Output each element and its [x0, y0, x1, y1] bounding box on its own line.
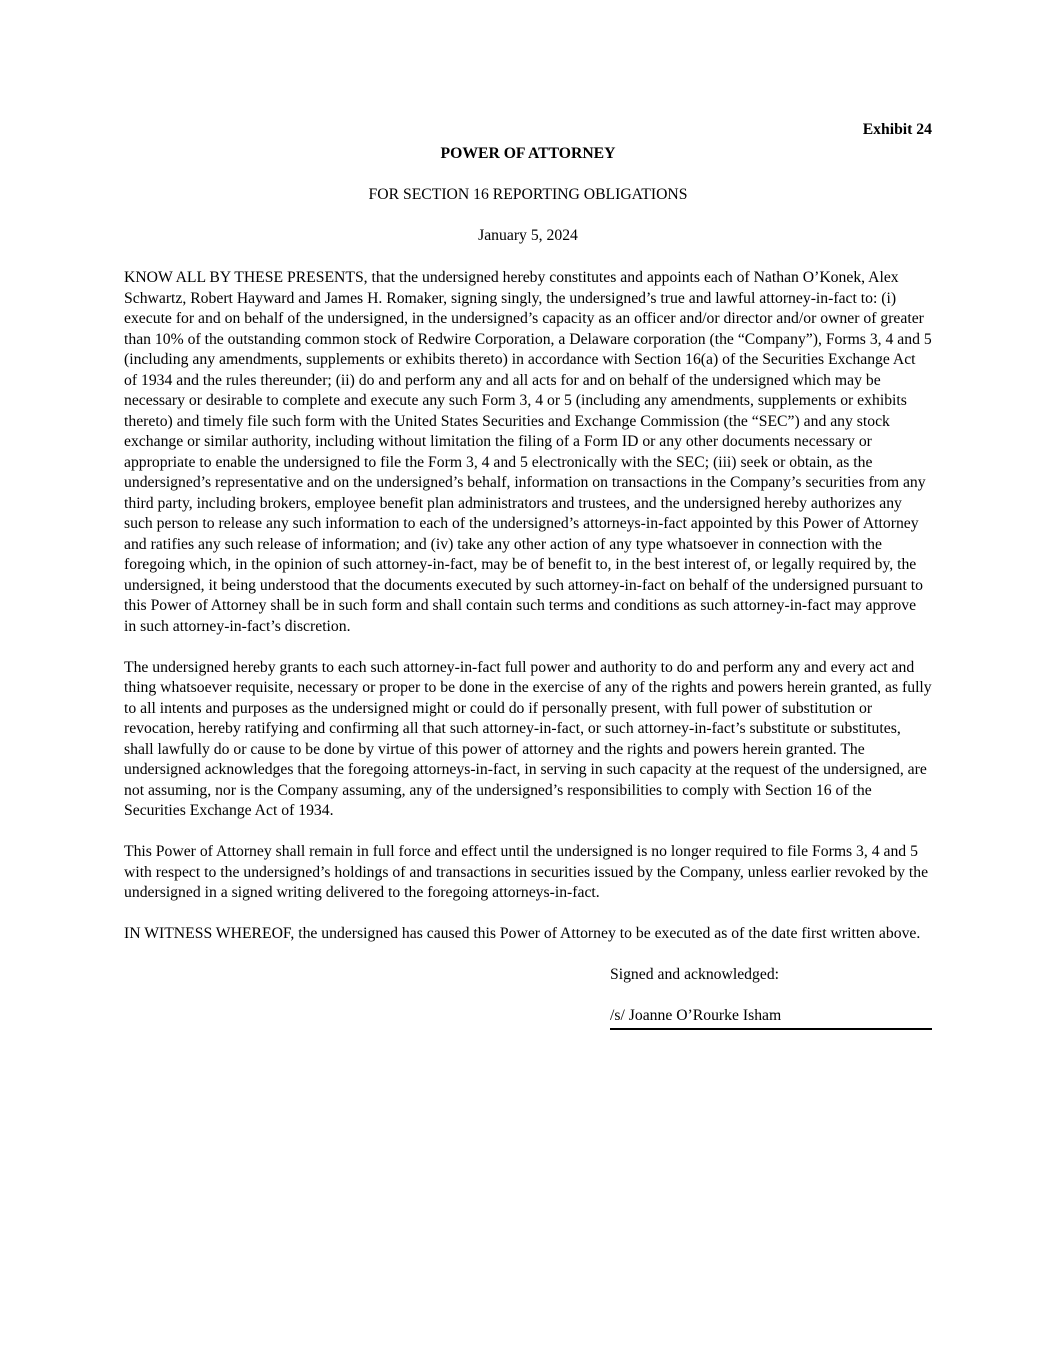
signature-label: Signed and acknowledged: — [610, 966, 780, 983]
document-date: January 5, 2024 — [478, 226, 578, 244]
paragraph-grant-of-power: The undersigned hereby grants to each such attorney-in-fact full power and authority to do and perform any and every act and thing whatsoever requisite, necessary or proper to be done in the exercise of any of the rights and powers herein granted, as fully to all intents and purposes as the undersigned might or could do if personally present, with full power of substitution or revocation, hereby ratifying and confirming all that such attorney-in-fact, or such attorney-in-fact’s substitute or substitutes, shall lawfully do or cause to be done by virtue of this power of attorney and the rights and powers herein granted. The undersigned acknowledges that the foregoing attorneys-in-fact, in serving in such capacity at the request of the undersigned, are not assuming, nor is the Company assuming, any of the undersigned’s responsibilities to comply with Section 16 of the Securities Exchange Act of 1934. — [124, 658, 932, 819]
document-subtitle: FOR SECTION 16 REPORTING OBLIGATIONS — [368, 185, 688, 203]
signature-block — [610, 965, 932, 1030]
signature-name: /s/ Joanne O’Rourke Isham — [610, 1006, 932, 1030]
paragraph-witness: IN WITNESS WHEREOF, the undersigned has caused this Power of Attorney to be executed as of the date first written above. — [124, 925, 921, 942]
exhibit-label: Exhibit 24 — [862, 121, 932, 138]
paragraph-duration: This Power of Attorney shall remain in full force and effect until the undersigned is no longer required to file Forms 3, 4 and 5 with respect to the undersigned’s holdings of and transactions in securities issued by the Company, unless earlier revoked by the undersigned in a signed writing delivered to the foregoing attorneys-in-fact. — [124, 843, 929, 901]
document-page — [124, 0, 932, 1030]
document-title: POWER OF ATTORNEY — [440, 144, 616, 162]
paragraph-appointment: KNOW ALL BY THESE PRESENTS, that the undersigned hereby constitutes and appoints each of Nathan O’Konek, Alex Schwartz, Robert Hayward and James H. Romaker, signing singly, the undersigned’s true and lawful attorney-in-fact to: (i) execute for and on behalf of the undersigned, in the undersigned’s capacity as an officer and/or director and/or owner of greater than 10% of the outstanding common stock of Redwire Corporation, a Delaware corporation (the “Company”), Forms 3, 4 and 5 (including any amendments, supplements or exhibits thereto) in accordance with Section 16(a) of the Securities Exchange Act of 1934 and the rules thereunder; (ii) do and perform any and all acts for and on behalf of the undersigned which may be necessary or desirable to complete and execute any such Form 3, 4 or 5 (including any amendments, supplements or exhibits thereto) and timely file such form with the United States Securities and Exchange Commission (the “SEC”) and any stock exchange or similar authority, including without limitation the filing of a Form ID or any other documents necessary or appropriate to enable the undersigned to file the Form 3, 4 and 5 electronically with the SEC; (iii) seek or obtain, as the undersigned’s representative and on the undersigned’s behalf, information on transactions in the Company’s securities from any third party, including brokers, employee benefit plan administrators and trustees, and the undersigned hereby authorizes any such person to release any such information to each of the undersigned’s attorneys-in-fact appointed by this Power of Attorney and ratifies any such release of information; and (iv) take any other action of any type whatsoever in connection with the foregoing which, in the opinion of such attorney-in-fact, may be of benefit to, in the best interest of, or legally required by, the undersigned, it being understood that the documents executed by such attorney-in-fact on behalf of the undersigned pursuant to this Power of Attorney shall be in such form and shall contain such terms and conditions as such attorney-in-fact may approve in such attorney-in-fact’s discretion. — [124, 269, 932, 635]
